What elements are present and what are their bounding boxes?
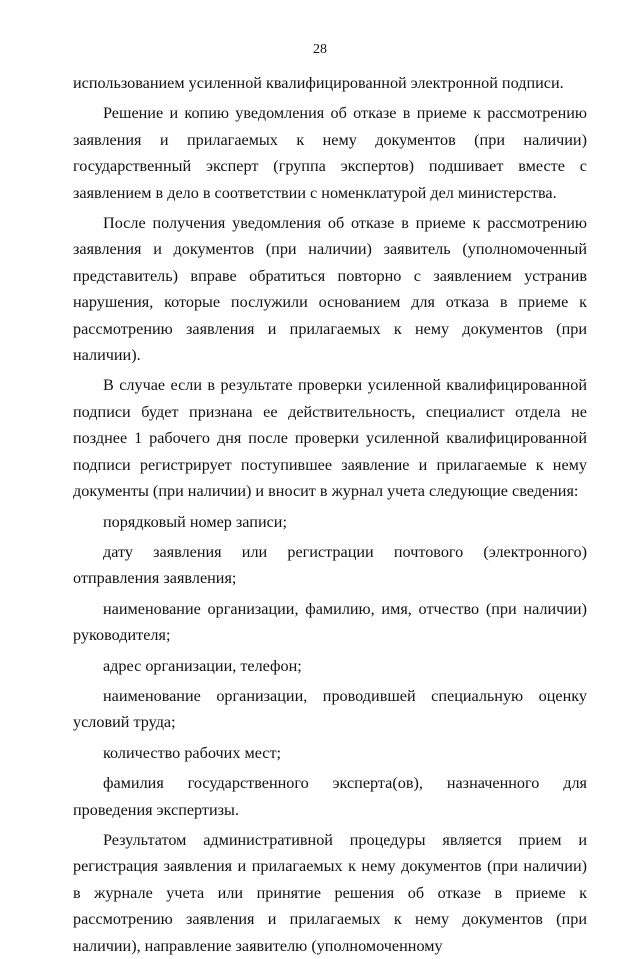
list-item-address-phone: адрес организации, телефон;: [103, 656, 302, 675]
paragraph-continuation: использованием усиленной квалифицированной электронной подписи.: [73, 74, 564, 92]
list-item-expert-name: фамилия государственного эксперта(ов), назначенного для проведения экспертизы.: [73, 774, 587, 819]
list-item-assessment-organization: наименование организации, проводившей специальную оценку условий труда;: [73, 686, 587, 732]
paragraph-after-refusal: После получения уведомления об отказе в приеме к рассмотрению заявления и документов (при наличии) заявитель (уполномоченный представитель) вправе обратиться повторно с заявлением устранив нарушения, которые послужили основанием для отказа в приеме к рассмотрению заявления и прилагаемых к нему документов (при наличии).: [73, 214, 587, 365]
list-item-organization-head: наименование организации, фамилию, имя, отчество (при наличии) руководителя;: [73, 599, 587, 645]
page-number: 28: [313, 42, 327, 57]
paragraph-signature-valid: В случае если в результате проверки усиленной квалифицированной подписи будет признана ее действительность, специалист отдела не позднее 1 рабочего дня после проверки усиленной квалифицированной подписи регистрирует поступившее заявление и прилагаемые к нему документы (при наличии) и вносит в журнал учета следующие сведения:: [73, 376, 587, 501]
list-item-application-date: дату заявления или регистрации почтового (электронного) отправления заявления;: [73, 542, 587, 588]
document-body: [73, 70, 587, 959]
paragraph-decision-copy: Решение и копию уведомления об отказе в приеме к рассмотрению заявления и прилагаемых к нему документов (при наличии) государственный эксперт (группа экспертов) подшивает вместе с заявлением в дело в соответствии с номенклатурой дел министерства.: [73, 104, 587, 202]
list-item-record-number: порядковый номер записи;: [103, 512, 287, 531]
list-item-workplaces-count: количество рабочих мест;: [103, 743, 282, 762]
paragraph-result: Результатом административной процедуры является прием и регистрация заявления и прилагаемых к нему документов (при наличии) в журнале учета или принятие решения об отказе в приеме к рассмотрению заявления и прилагаемых к нему документов (при наличии), направление заявителю (уполномоченному: [73, 830, 587, 955]
